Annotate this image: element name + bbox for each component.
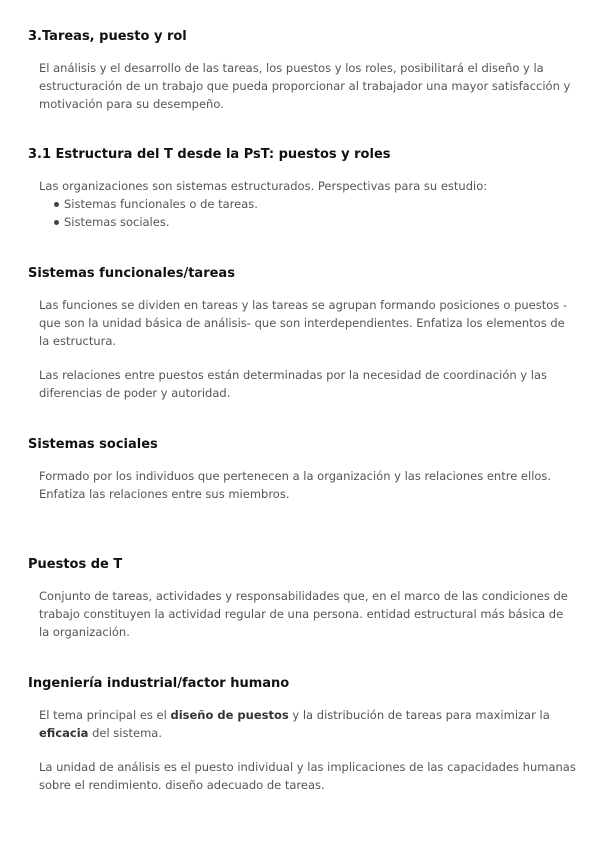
text-run: del sistema.: [88, 726, 162, 740]
section-heading: 3.1 Estructura del T desde la PsT: puestos y roles: [28, 147, 391, 162]
section-paragraph: La unidad de análisis es el puesto individual y las implicaciones de las capacidades humanas sobre el rendimiento. diseño adecuado de tareas.: [39, 760, 576, 792]
section-sistemas-sociales: [28, 436, 576, 503]
section-sistemas-funcionales: [28, 265, 576, 402]
section-paragraph: El análisis y el desarrollo de las tareas, los puestos y los roles, posibilitará el diseño y la estructuración de un trabajo que pueda proporcionar al trabajador una mayor satisfacción y motivación para su desempeño.: [39, 61, 571, 111]
section-paragraph: Las funciones se dividen en tareas y las tareas se agrupan formando posiciones o puestos - que son la unidad básica de análisis- que son interdependientes. Enfatiza los elementos de la estructura.: [39, 298, 568, 348]
bold-term: eficacia: [39, 726, 89, 740]
perspectives-list: [28, 195, 576, 231]
text-run: y la distribución de tareas para maximizar la: [288, 708, 550, 722]
section-heading: 3.Tareas, puesto y rol: [28, 29, 187, 44]
section-paragraph: Las relaciones entre puestos están determinadas por la necesidad de coordinación y las diferencias de poder y autoridad.: [39, 368, 548, 400]
section-puestos-de-t: [28, 556, 576, 641]
section-tareas-puesto-rol: [28, 28, 576, 113]
section-estructura: [28, 146, 576, 231]
section-heading: Ingeniería industrial/factor humano: [28, 676, 290, 691]
section-paragraph: [39, 706, 576, 742]
section-heading: Sistemas sociales: [28, 437, 158, 452]
bold-term: diseño de puestos: [170, 708, 289, 722]
section-paragraph: Conjunto de tareas, actividades y responsabilidades que, en el marco de las condiciones de trabajo constituyen la actividad regular de una persona. entidad estructural más básica de la organización.: [39, 589, 568, 639]
list-item: Sistemas funcionales o de tareas.: [54, 195, 576, 213]
section-paragraph: Las organizaciones son sistemas estructurados. Perspectivas para su estudio:: [39, 179, 488, 193]
section-ingenieria-industrial: [28, 675, 576, 794]
section-paragraph: Formado por los individuos que pertenecen a la organización y las relaciones entre ellos. Enfatiza las relaciones entre sus miembros.: [39, 469, 552, 501]
text-run: El tema principal es el: [39, 708, 171, 722]
list-item: Sistemas sociales.: [54, 213, 576, 231]
section-heading: Sistemas funcionales/tareas: [28, 266, 235, 281]
section-heading: Puestos de T: [28, 557, 123, 572]
